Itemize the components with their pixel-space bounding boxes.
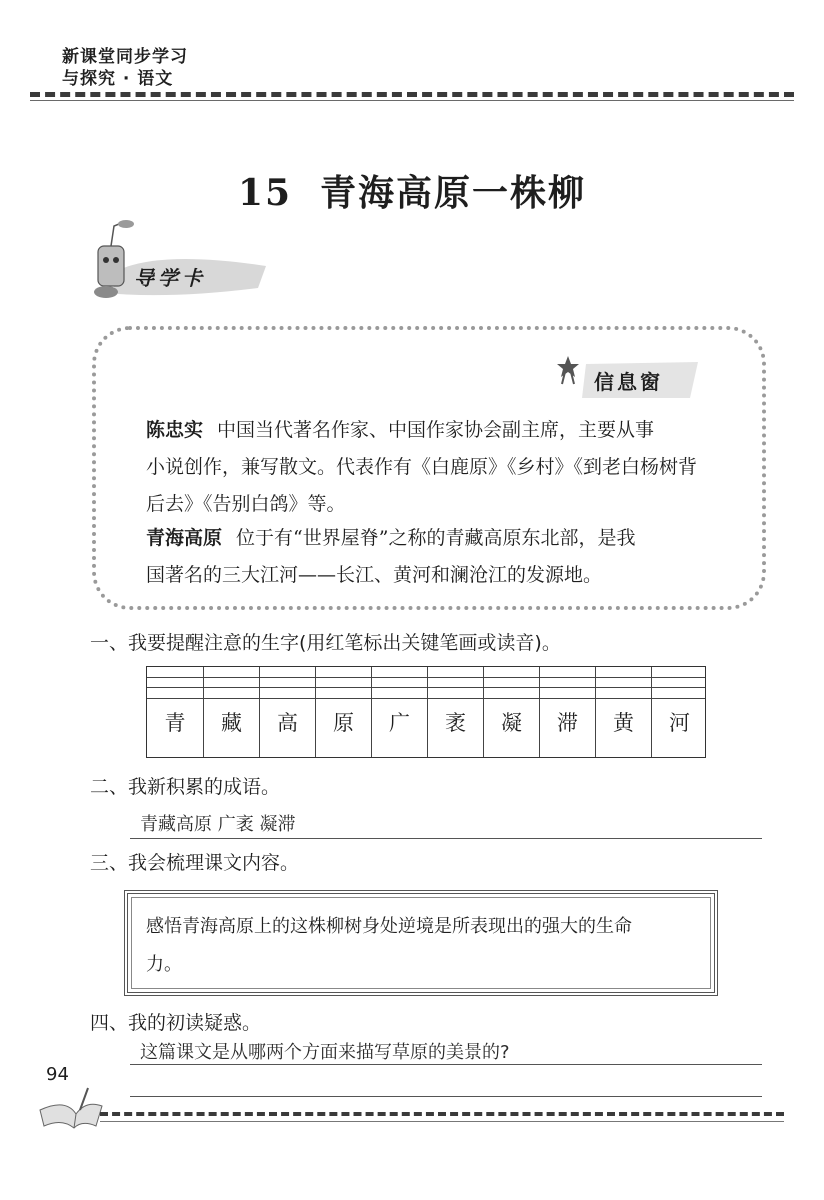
page-number: 94 bbox=[46, 1064, 69, 1085]
grid-character: 原 bbox=[333, 711, 354, 735]
grid-cell bbox=[539, 667, 595, 757]
book-title-line2: 与探究 · 语文 bbox=[62, 69, 174, 89]
answer-line bbox=[130, 1064, 762, 1065]
info-line: 国著名的三大江河——长江、黄河和澜沧江的发源地。 bbox=[146, 564, 603, 586]
info-line: 中国当代著名作家、中国作家协会副主席，主要从事 bbox=[217, 419, 655, 441]
header-divider bbox=[30, 92, 794, 97]
info-line: 小说创作，兼写散文。代表作有《白鹿原》《乡村》《到老白杨树背 bbox=[146, 456, 698, 478]
grid-character: 黄 bbox=[613, 711, 634, 735]
grid-cell bbox=[427, 667, 483, 757]
section1-heading: 一、我要提醒注意的生字(用红笔标出关键笔画或读音)。 bbox=[90, 632, 561, 654]
grid-cell bbox=[483, 667, 539, 757]
character-grid bbox=[146, 666, 706, 758]
lesson-title bbox=[0, 165, 824, 216]
grid-character: 高 bbox=[277, 711, 298, 735]
grid-character: 广 bbox=[389, 711, 410, 735]
section3-answer bbox=[146, 908, 686, 984]
section2-answer: 青藏高原 广袤 凝滞 bbox=[140, 814, 296, 835]
grid-character: 河 bbox=[669, 711, 690, 735]
grid-character: 滞 bbox=[557, 711, 578, 735]
footer-divider-thin bbox=[100, 1121, 784, 1122]
header-divider-thin bbox=[30, 100, 794, 101]
grid-cell bbox=[147, 667, 203, 757]
answer-line bbox=[130, 1096, 762, 1097]
section3-answer-line: 感悟青海高原上的这株柳树身处逆境是所表现出的强大的生命 bbox=[146, 916, 632, 937]
grid-character: 凝 bbox=[501, 711, 522, 735]
section3-heading: 三、我会梳理课文内容。 bbox=[90, 852, 300, 874]
grid-cell bbox=[371, 667, 427, 757]
book-icon bbox=[36, 1080, 106, 1130]
grid-cell bbox=[315, 667, 371, 757]
info-term: 青海高原 bbox=[146, 527, 223, 549]
section4-heading: 四、我的初读疑惑。 bbox=[90, 1012, 262, 1034]
section3-answer-line: 力。 bbox=[146, 954, 182, 975]
info-entry-plateau bbox=[146, 520, 736, 594]
footer-divider bbox=[100, 1112, 784, 1116]
grid-cell bbox=[259, 667, 315, 757]
info-term: 陈忠实 bbox=[146, 419, 204, 441]
grid-character: 青 bbox=[164, 711, 186, 735]
grid-character: 藏 bbox=[221, 711, 242, 735]
lesson-name: 青海高原一株柳 bbox=[320, 173, 587, 214]
guide-card-label: 导学卡 bbox=[134, 266, 206, 290]
answer-line bbox=[130, 838, 762, 839]
grid-cell bbox=[203, 667, 259, 757]
grid-cell bbox=[595, 667, 651, 757]
info-entry-author bbox=[146, 412, 736, 523]
info-line: 位于有“世界屋脊”之称的青藏高原东北部，是我 bbox=[236, 527, 636, 549]
info-window-label: 信息窗 bbox=[594, 370, 663, 394]
section4-answer: 这篇课文是从哪两个方面来描写草原的美景的? bbox=[140, 1042, 510, 1063]
star-icon bbox=[557, 356, 579, 377]
book-title-line1: 新课堂同步学习 bbox=[62, 47, 188, 67]
grid-cell bbox=[651, 667, 707, 757]
lesson-number: 15 bbox=[237, 172, 293, 214]
info-line: 后去》《告别白鸽》等。 bbox=[146, 493, 346, 515]
section2-heading: 二、我新积累的成语。 bbox=[90, 776, 281, 798]
book-title bbox=[62, 46, 188, 90]
grid-character: 袤 bbox=[445, 711, 466, 735]
